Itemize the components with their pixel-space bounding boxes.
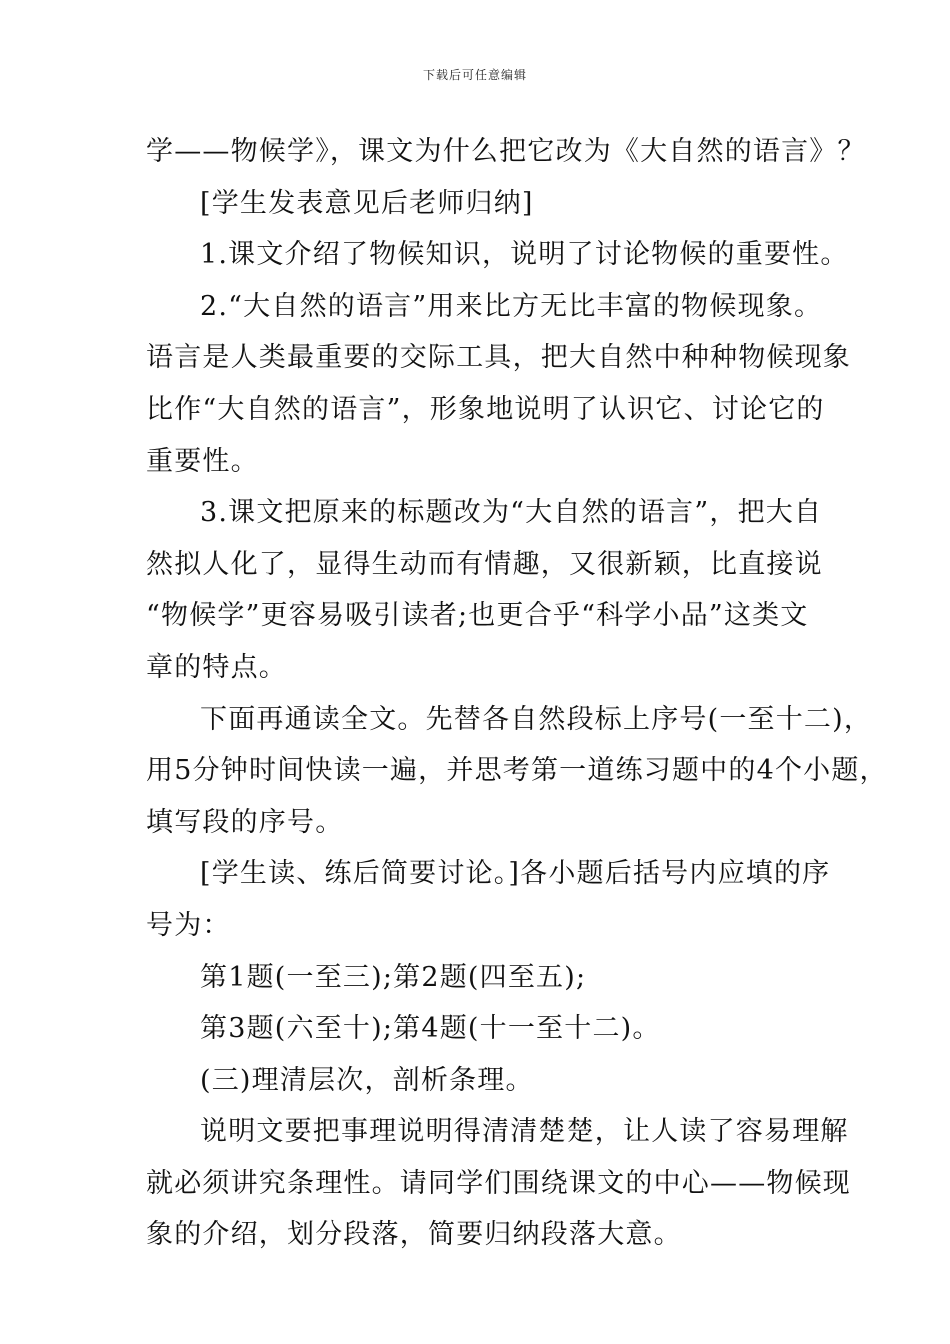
text-line: 填写段的序号。	[146, 806, 344, 838]
text-line: 章的特点。	[146, 651, 287, 683]
text-line: 下面再通读全文。先替各自然段标上序号(一至十二)，	[200, 703, 873, 735]
text-line: 然拟人化了，显得生动而有情趣，又很新颖，比直接说	[146, 548, 823, 580]
text-line: 2.“大自然的语言”用来比方无比丰富的物候现象。	[200, 290, 823, 322]
text-line: 第3题(六至十);第4题(十一至十二)。	[200, 1013, 661, 1045]
text-line: [学生发表意见后老师归纳]	[200, 187, 534, 219]
text-line: 学——物候学》，课文为什么把它改为《大自然的语言》？	[146, 136, 866, 167]
text-line: (三)理清层次，剖析条理。	[200, 1064, 534, 1096]
text-line: 第1题(一至三);第2题(四至五);	[200, 961, 587, 993]
text-line: [学生读、练后简要讨论。]各小题后括号内应填的序	[200, 858, 831, 890]
text-line: 象的介绍，划分段落，简要归纳段落大意。	[146, 1219, 682, 1251]
text-line: 语言是人类最重要的交际工具，把大自然中种种物候现象	[146, 342, 851, 374]
text-line: 1.课文介绍了物候知识，说明了讨论物候的重要性。	[200, 239, 849, 271]
page-header: 下载后可任意编辑	[422, 68, 527, 82]
document-body	[146, 126, 888, 1261]
text-line: 号为：	[146, 909, 231, 941]
text-line: 重要性。	[146, 445, 259, 477]
text-line: 就必须讲究条理性。请同学们围绕课文的中心——物候现	[146, 1167, 851, 1199]
text-line: 比作“大自然的语言”，形象地说明了认识它、讨论它的	[146, 393, 825, 425]
text-line: 3.课文把原来的标题改为“大自然的语言”，把大自	[200, 497, 823, 529]
text-line: 用5分钟时间快读一遍，并思考第一道练习题中的4个小题，	[146, 755, 888, 787]
text-line: 说明文要把事理说明得清清楚楚，让人读了容易理解	[200, 1116, 849, 1148]
text-line: “物候学”更容易吸引读者;也更合乎“科学小品”这类文	[146, 600, 809, 632]
